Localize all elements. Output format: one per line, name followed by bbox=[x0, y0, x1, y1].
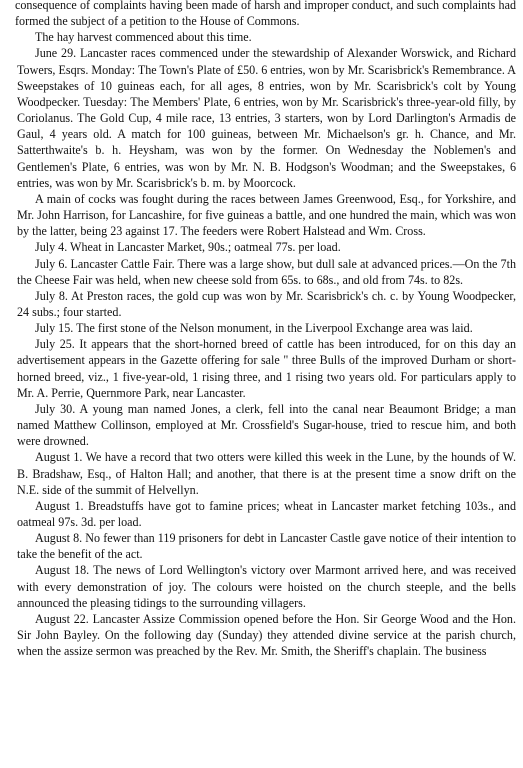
paragraph-july-8-preston-races: July 8. At Preston races, the gold cup was won by Mr. Scarisbrick's ch. c. by Young Woodpecker, 24 subs.; four started. bbox=[17, 288, 516, 319]
paragraph-july-15-nelson-monument: July 15. The first stone of the Nelson monument, in the Liverpool Exchange area was laid. bbox=[35, 321, 473, 336]
paragraph-august-8-prisoners: August 8. No fewer than 119 prisoners for debt in Lancaster Castle gave notice of their intention to take the benefit of the act. bbox=[17, 531, 516, 562]
paragraph-july-30-drowning: July 30. A young man named Jones, a clerk, fell into the canal near Beaumont Bridge; a man named Matthew Collinson, employed at Mr. Crossfield's Sugar-house, tried to rescue him, and both were drowned. bbox=[17, 401, 516, 449]
paragraph-july-4-wheat: July 4. Wheat in Lancaster Market, 90s.; oatmeal 77s. per load. bbox=[35, 240, 341, 255]
paragraph-august-1-otters: August 1. We have a record that two otters were killed this week in the Lune, by the hounds of W. B. Bradshaw, Esq., of Halton Hall; and another, that there is at the present time a snow drift on the N.E. side of the summit of Helvellyn. bbox=[17, 450, 516, 497]
paragraph-hay-harvest: The hay harvest commenced about this time. bbox=[35, 30, 252, 45]
paragraph-cock-fight: A main of cocks was fought during the races between James Greenwood, Esq., for Yorkshire, and Mr. John Harrison, for Lancashire, for five guineas a battle, and one hundred the main, which was won by the latter, being 23 against 17. The feeders were Robert Halstead and Wm. Cross. bbox=[17, 191, 516, 239]
paragraph-july-6-cattle-fair: July 6. Lancaster Cattle Fair. There was a large show, but dull sale at advanced prices.—On the 7th the Cheese Fair was held, when new cheese sold from 65s. to 68s., and old from 74s. to 82s. bbox=[17, 256, 516, 287]
paragraph-continued-petition: consequence of complaints having been made of harsh and improper conduct, and such complaints had formed the subject of a petition to the House of Commons. bbox=[15, 0, 516, 29]
paragraph-august-1-breadstuffs: August 1. Breadstuffs have got to famine prices; wheat in Lancaster market fetching 103s., and oatmeal 97s. 3d. per load. bbox=[17, 498, 516, 529]
paragraph-lancaster-races: June 29. Lancaster races commenced under the stewardship of Alexander Worswick, and Richard Towers, Esqrs. Monday: The Town's Plate of £50. 6 entries, won by Mr. Scarisbrick's Remembrance. A Sweepstakes of 10 guineas each, for all ages, 8 entries, won by Mr. Scarisbrick's colt by Young Woodpecker. Tuesday: The Members' Plate, 6 entries, won by Mr. Scarisbrick's three-year-old filly, by Coriolanus. The Gold Cup, 4 mile race, 13 entries, 3 starters, won by Lord Darlington's Armadis de Gaul, 4 years old. A match for 100 guineas, between Mr. Michaelson's gr. h. Chance, and Mr. Satterthwaite's b. h. Heysham, was won by the former. On Wednesday the Noblemen's and Gentlemen's Plate, 6 entries, was won by Mr. N. B. Hodgson's Woodman; and the Sweepstakes, 6 entries, was won by Mr. Scarisbrick's b. m. by Moorcock. bbox=[17, 46, 516, 190]
paragraph-august-18-wellington: August 18. The news of Lord Wellington's victory over Marmont arrived here, and was received with every demonstration of joy. The colours were hoisted on the church steeple, and the bells announced the pleasing tidings to the surrounding villagers. bbox=[17, 563, 516, 610]
paragraph-july-25-cattle-breed: July 25. It appears that the short-horned breed of cattle has been introduced, for on this day an advertisement appears in the Gazette offering for sale " three Bulls of the improved Durham or short-horned breed, viz., 1 five-year-old, 1 rising three, and 1 rising two years old. For particulars apply to Mr. A. Perrie, Quernmore Park, near Lancaster. bbox=[17, 337, 516, 400]
paragraph-august-22-assize: August 22. Lancaster Assize Commission opened before the Hon. Sir George Wood and the Hon. Sir John Bayley. On the following day (Sunday) they attended divine service at the parish church, when the assize sermon was preached by the Rev. Mr. Smith, the Sheriff's chaplain. The business bbox=[17, 611, 516, 659]
